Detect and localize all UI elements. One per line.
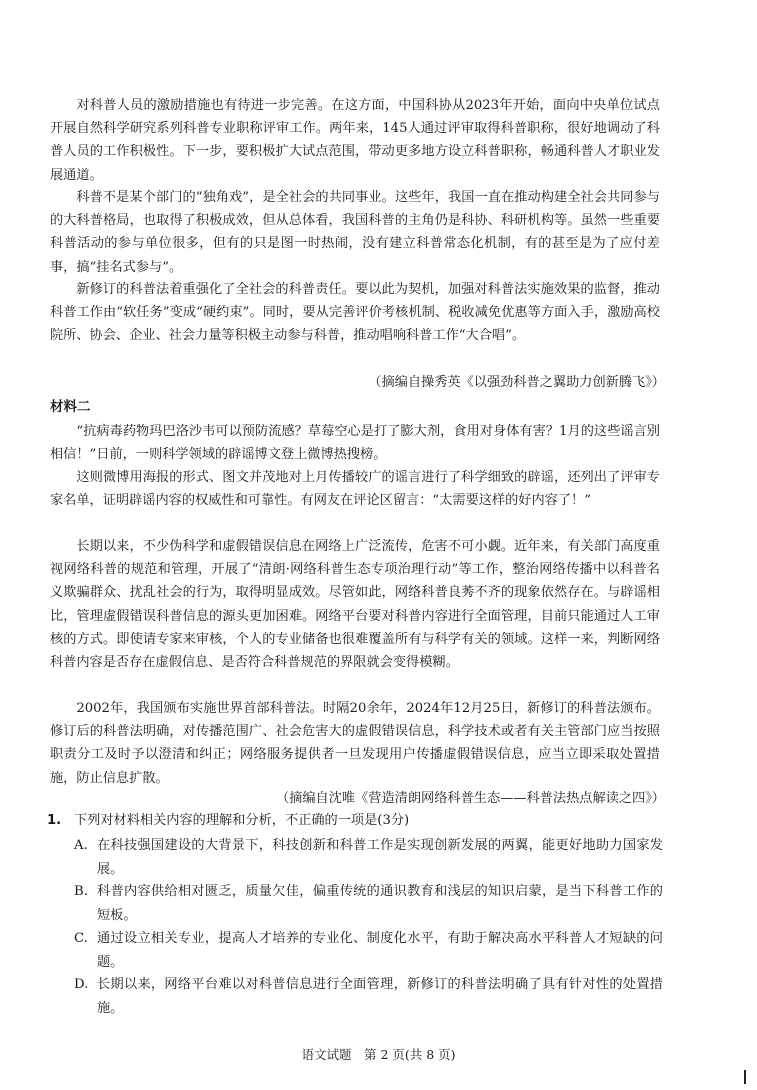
- passage1-source: （摘编自操秀英《以强劲科普之翼助力创新腾飞》）: [368, 375, 665, 390]
- option-letter: C.: [74, 931, 88, 946]
- option-letter: D.: [74, 977, 89, 992]
- passage1-para1: 对科普人员的激励措施也有待进一步完善。在这方面，中国科协从2023年开始，面向中央单位试点开展自然科学研究系列科普专业职称评审工作。两年来，145人通过评审取得科普职称，很好地调动了科普人员的工作积极性。下一步，要积极扩大试点范围，带动更多地方设立科普职称，畅通科普人才职业发展通道。: [50, 98, 660, 183]
- passage1-para2: 科普不是某个部门的“独角戏”，是全社会的共同事业。这些年，我国一直在推动构建全社会共同参与的大科普格局，也取得了积极成效，但从总体看，我国科普的主角仍是科协、科研机构等。虽然一些重要科普活动的参与单位很多，但有的只是图一时热闹，没有建立科普常态化机制，有的甚至是为了应付差事，搞“挂名式参与”。: [50, 190, 660, 275]
- material2-para3: 长期以来，不少伪科学和虚假错误信息在网络上广泛流传，危害不可小觑。近年来，有关部门高度重视网络科普的规范和管理，开展了“清朗·网络科普生态专项治理行动”等工作，整治网络传播中以科普名义欺骗群众、扰乱社会的行为，取得明显成效。尽管如此，网络科普良莠不齐的现象依然存在。与辟谣相比，管理虚假错误科普信息的源头更加困难。网络平台要对科普内容进行全面管理，目前只能通过人工审核的方式。即使请专家来审核，个人的专业储备也很难覆盖所有与科学有关的领域。这样一来，判断网络科普内容是否存在虚假信息、是否符合科普规范的界限就会变得模糊。: [50, 539, 660, 671]
- passage1-para3: 新修订的科普法着重强化了全社会的科普责任。要以此为契机，加强对科普法实施效果的监督，推动科普工作由“软任务”变成“硬约束”。同时，要从完善评价考核机制、税收减免优惠等方面入手，激励高校院所、协会、企业、社会力量等积极主动参与科普，推动唱响科普工作“大合唱”。: [50, 282, 660, 344]
- material2-para2: 这则微博用海报的形式、图文并茂地对上月传播较广的谣言进行了科学细致的辟谣，还列出了评审专家名单，证明辟谣内容的权威性和可靠性。有网友在评论区留言：“太需要这样的好内容了！”: [50, 470, 660, 509]
- material2-heading: 材料二: [50, 399, 91, 415]
- material2-source: （摘编自沈唯《营造清朗网络科普生态——科普法热点解读之四》）: [275, 791, 665, 806]
- option-text: 通过设立相关专业，提高人才培养的专业化、制度化水平，有助于解决高水平科普人才短缺的问题。: [97, 931, 663, 970]
- question-stem: 下列对材料相关内容的理解和分析，不正确的一项是(3分): [74, 813, 410, 828]
- option-letter: B.: [74, 884, 88, 899]
- option-text: 长期以来，网络平台难以对科普信息进行全面管理，新修订的科普法明确了具有针对性的处置措施。: [97, 977, 663, 1016]
- material2-para1: “抗病毒药物玛巴洛沙韦可以预防流感？草莓空心是打了膨大剂，食用对身体有害？1月的这些谣言别相信！”日前，一则科学领域的辟谣博文登上微博热搜榜。: [50, 424, 660, 463]
- option-letter: A.: [74, 838, 88, 853]
- edge-mark: [744, 1070, 746, 1084]
- option-text: 在科技强国建设的大背景下，科技创新和科普工作是实现创新发展的两翼，能更好地助力国家发展。: [97, 838, 663, 877]
- material2-para4: 2002年，我国颁布实施世界首部科普法。时隔20余年，2024年12月25日，新修订的科普法颁布。修订后的科普法明确，对传播范围广、社会危害大的虚假错误信息，科学技术或者有关主管部门应当按照职责分工及时予以澄清和纠正；网络服务提供者一旦发现用户传播虚假错误信息，应当立即采取处置措施，防止信息扩散。: [50, 701, 660, 786]
- page-footer: 语文试题 第 2 页(共 8 页): [301, 1047, 456, 1062]
- question-number: 1.: [47, 813, 62, 828]
- option-text: 科普内容供给相对匮乏，质量欠佳，偏重传统的通识教育和浅层的知识启蒙，是当下科普工作的短板。: [97, 884, 663, 923]
